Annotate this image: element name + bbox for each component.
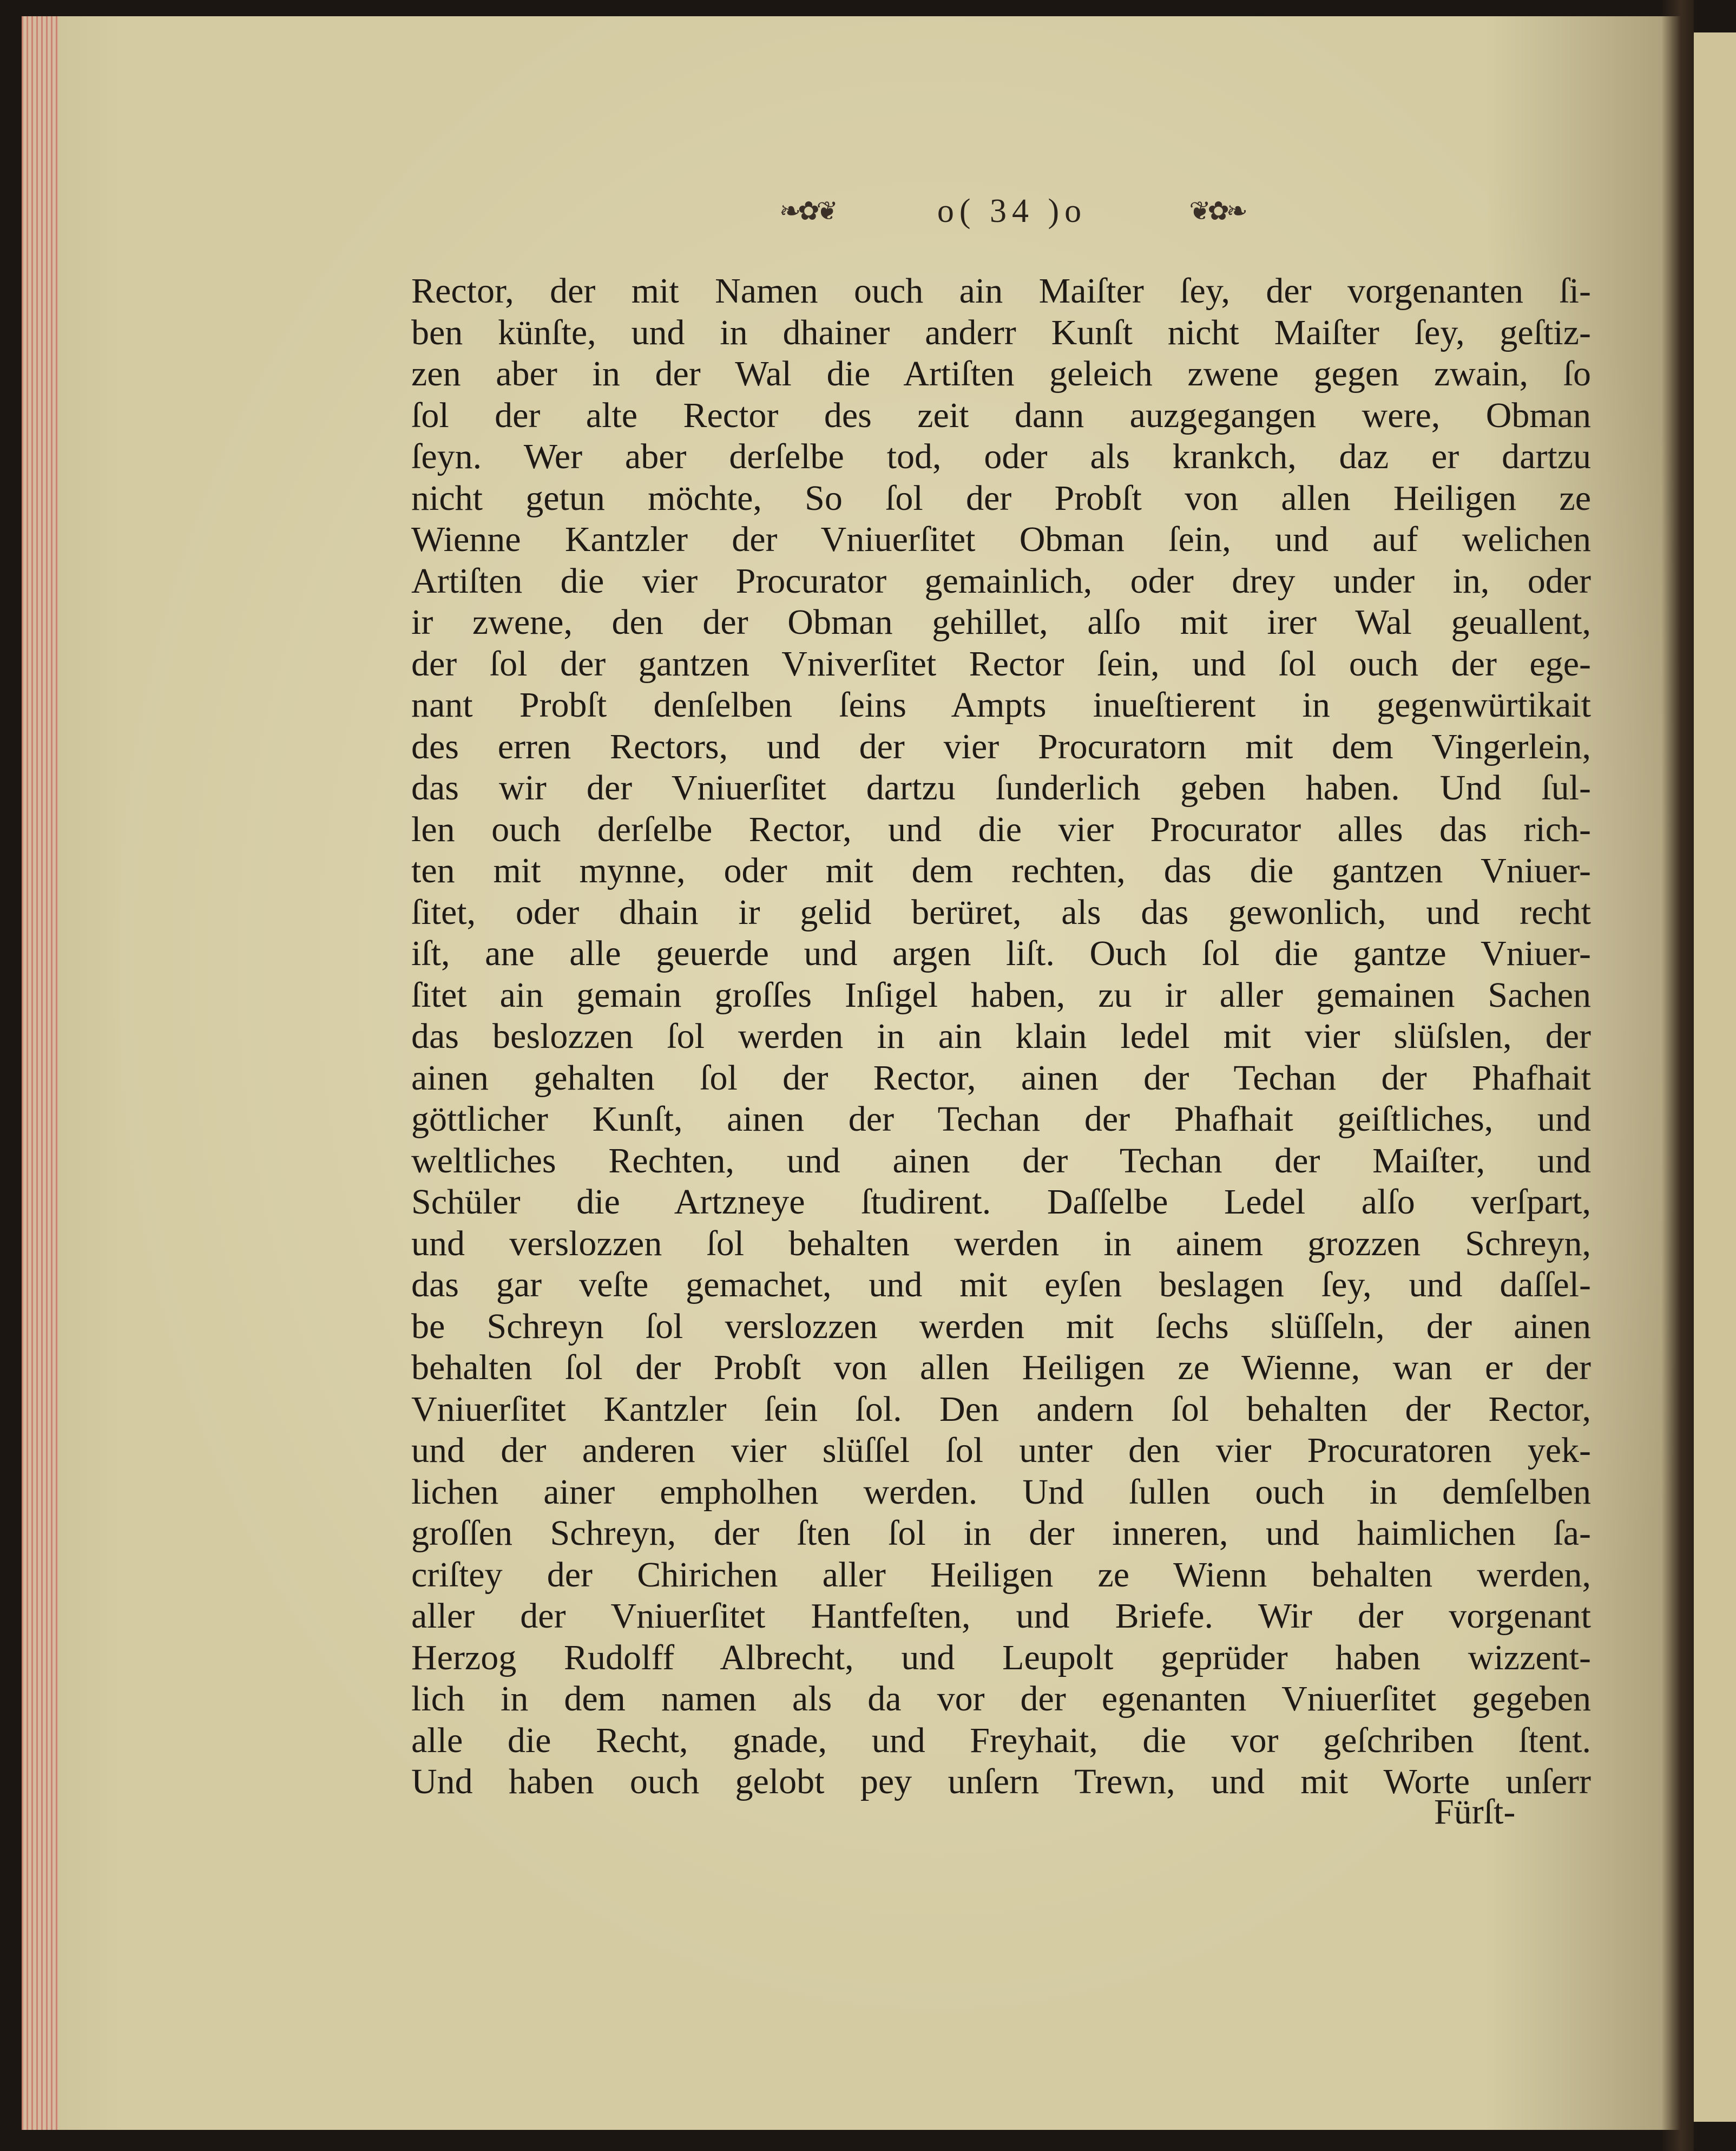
ornament-right-icon: ❦✿❧ [1189, 196, 1245, 226]
text-line: lichen ainer empholhen werden. Und ſullen ouch in demſelben [411, 1472, 1591, 1512]
text-line: ſeyn. Wer aber derſelbe tod, oder als krankch, daz er dartzu [411, 437, 1591, 476]
text-line: criſtey der Chirichen aller Heiligen ze Wienn behalten werden, [411, 1555, 1591, 1595]
text-line: iſt, ane alle geuerde und argen liſt. Ouch ſol die gantze Vniuer- [411, 934, 1591, 973]
ornament-left-icon: ❧✿❦ [779, 196, 835, 226]
text-line: Artiſten die vier Procurator gemainlich, oder drey under in, oder [411, 561, 1591, 601]
text-line: ſitet ain gemain groſſes Inſigel haben, zu ir aller gemainen Sachen [411, 975, 1591, 1015]
text-line: ben künſte, und in dhainer anderr Kunſt nicht Maiſter ſey, geſtiz- [411, 312, 1591, 352]
text-line: das beslozzen ſol werden in ain klain ledel mit vier slüſslen, der [411, 1017, 1591, 1056]
running-head [779, 189, 1245, 233]
text-line: nicht getun möchte, So ſol der Probſt von allen Heiligen ze [411, 478, 1591, 518]
text-line: ir zwene, den der Obman gehillet, alſo mit irer Wal geuallent, [411, 602, 1591, 642]
text-line: Wienne Kantzler der Vniuerſitet Obman ſein, und auf welichen [411, 520, 1591, 559]
text-line: ſitet, oder dhain ir gelid berüret, als das gewonlich, und recht [411, 892, 1591, 932]
text-line: zen aber in der Wal die Artiſten geleich zwene gegen zwain, ſo [411, 354, 1591, 394]
red-page-edge [22, 16, 58, 2130]
text-line: Rector, der mit Namen ouch ain Maiſter ſey, der vorgenanten ſi- [411, 271, 1591, 311]
text-line: Herzog Rudolff Albrecht, und Leupolt geprüder haben wizzent- [411, 1637, 1591, 1677]
text-line: ten mit mynne, oder mit dem rechten, das die gantzen Vniuer- [411, 851, 1591, 890]
text-line: Schüler die Artzneye ſtudirent. Daſſelbe Ledel alſo verſpart, [411, 1182, 1591, 1222]
text-line: behalten ſol der Probſt von allen Heiligen ze Wienne, wan er der [411, 1348, 1591, 1387]
text-line: aller der Vniuerſitet Hantfeſten, und Briefe. Wir der vorgenant [411, 1596, 1591, 1636]
page-number: o( 34 )o [937, 192, 1087, 229]
text-line: das wir der Vniuerſitet dartzu ſunderlich geben haben. Und ſul- [411, 768, 1591, 808]
text-line: des erren Rectors, und der vier Procuratorn mit dem Vingerlein, [411, 726, 1591, 766]
text-line: göttlicher Kunſt, ainen der Techan der Phafhait geiſtliches, und [411, 1099, 1591, 1139]
text-line: nant Probſt denſelben ſeins Ampts inueſtierent in gegenwürtikait [411, 685, 1591, 725]
text-line: ſol der alte Rector des zeit dann auzgegangen were, Obman [411, 395, 1591, 435]
catchword: Fürſt- [1434, 1792, 1516, 1832]
text-line: lich in dem namen als da vor der egenanten Vniuerſitet gegeben [411, 1679, 1591, 1719]
facing-page-edge [1694, 32, 1736, 2122]
body-text [411, 271, 1591, 1803]
text-line: weltliches Rechten, und ainen der Techan der Maiſter, und [411, 1140, 1591, 1181]
text-line: der ſol der gantzen Vniverſitet Rector ſein, und ſol ouch der ege- [411, 644, 1591, 684]
text-line: und verslozzen ſol behalten werden in ainem grozzen Schreyn, [411, 1223, 1591, 1263]
text-line: be Schreyn ſol verslozzen werden mit ſechs slüſſeln, der ainen [411, 1306, 1591, 1346]
text-line: Und haben ouch gelobt pey unſern Trewn, und mit Worte unſerr [411, 1762, 1591, 1801]
text-line: groſſen Schreyn, der ſten ſol in der inneren, und haimlichen ſa- [411, 1513, 1591, 1553]
text-line: alle die Recht, gnade, und Freyhait, die vor geſchriben ſtent. [411, 1720, 1591, 1760]
text-line: ainen gehalten ſol der Rector, ainen der Techan der Phafhait [411, 1058, 1591, 1098]
text-line: und der anderen vier slüſſel ſol unter den vier Procuratoren yek- [411, 1431, 1591, 1470]
text-line: das gar veſte gemachet, und mit eyſen beslagen ſey, und daſſel- [411, 1265, 1591, 1304]
text-line: Vniuerſitet Kantzler ſein ſol. Den andern ſol behalten der Rector, [411, 1389, 1591, 1429]
book-gutter [1661, 0, 1694, 2151]
text-line: len ouch derſelbe Rector, und die vier Procurator alles das rich- [411, 809, 1591, 849]
